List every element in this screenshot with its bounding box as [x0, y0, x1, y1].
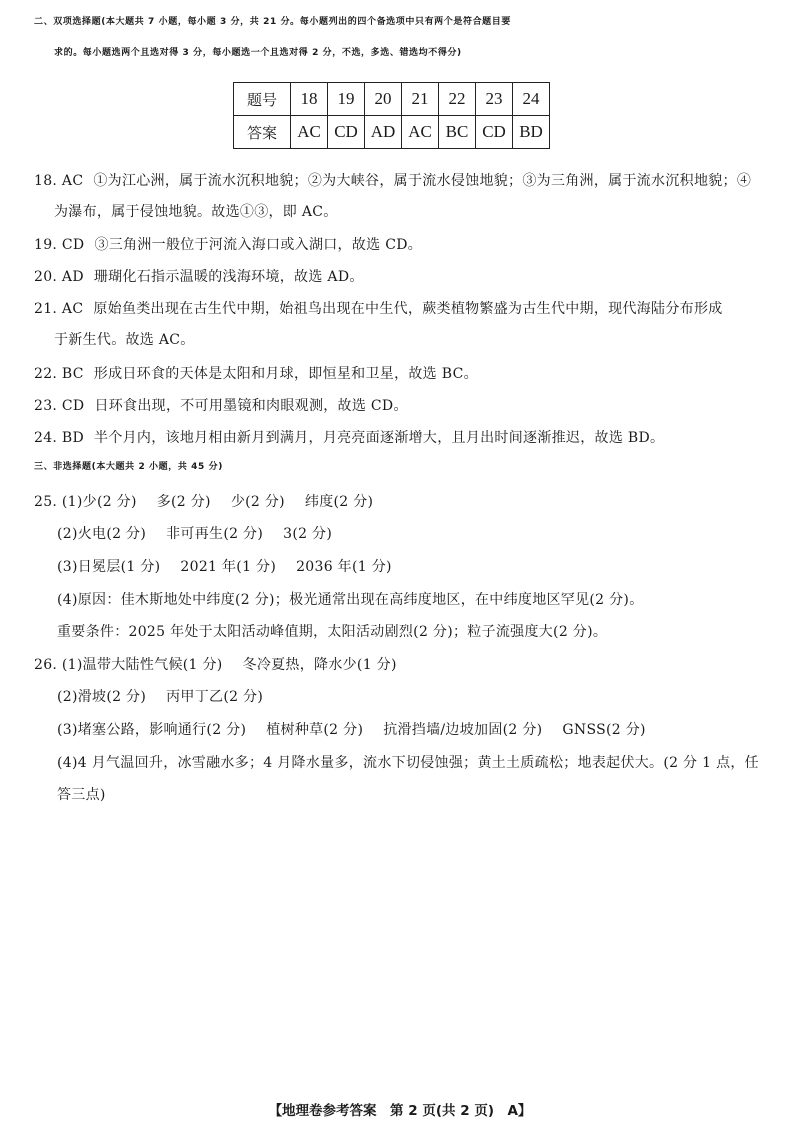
table-row-numbers	[234, 83, 550, 116]
q25-part1	[34, 491, 373, 511]
section2-heading-line2: 求的。每小题选两个且选对得 3 分，每小题选一个且选对得 2 分，不选，多选、错选均不得分)	[54, 48, 462, 58]
item-text: ①为江心洲，属于流水沉积地貌；②为大峡谷，属于流水侵蚀地貌；③为三角洲，属于流水沉积地貌；④	[93, 173, 752, 189]
table-cell-answer: CD	[476, 116, 513, 149]
item-number: 21. AC	[34, 301, 84, 317]
item-text: 日环食出现，不可用墨镜和肉眼观测，故选 CD。	[94, 398, 408, 414]
q26-part4-line2: 答三点)	[57, 787, 106, 803]
item-23	[34, 395, 408, 415]
item-number: 18. AC	[34, 173, 84, 189]
answer-fragment: (3)堵塞公路，影响通行(2 分)	[57, 722, 247, 738]
answer-fragment: 冬冷夏热，降水少(1 分)	[242, 657, 397, 673]
answer-fragment: 2036 年(1 分)	[296, 559, 392, 575]
table-cell-number: 24	[513, 83, 550, 116]
item-text: 形成日环食的天体是太阳和月球，即恒星和卫星，故选 BC。	[93, 366, 478, 382]
answer-fragment: 26. (1)温带大陆性气候(1 分)	[34, 657, 223, 673]
table-cell-answer: BC	[439, 116, 476, 149]
table-cell-answer: AC	[402, 116, 439, 149]
q26-part3	[57, 719, 646, 739]
answer-fragment: 少(2 分)	[230, 494, 285, 510]
item-text: 原始鱼类出现在古生代中期，始祖鸟出现在中生代，蕨类植物繁盛为古生代中期，现代海陆分布形成	[93, 301, 723, 317]
table-row-label: 题号	[234, 83, 291, 116]
section3-heading: 三、非选择题(本大题共 2 小题，共 45 分)	[34, 462, 223, 472]
answer-fragment: (3)日冕层(1 分)	[57, 559, 161, 575]
answer-fragment: 2021 年(1 分)	[180, 559, 277, 575]
item-19	[34, 234, 422, 254]
table-cell-number: 19	[328, 83, 365, 116]
answer-fragment: 25. (1)少(2 分)	[34, 494, 137, 510]
table-cell-number: 21	[402, 83, 439, 116]
table-cell-answer: AD	[365, 116, 402, 149]
table-cell-number: 18	[291, 83, 328, 116]
item-21	[34, 298, 723, 318]
item-20	[34, 266, 364, 286]
item-18-continued: 为瀑布，属于侵蚀地貌。故选①③，即 AC。	[54, 204, 338, 220]
item-21-continued: 于新生代。故选 AC。	[54, 332, 195, 348]
q26-part2	[57, 686, 263, 706]
answer-fragment: 3(2 分)	[283, 526, 333, 542]
item-18	[34, 170, 751, 190]
item-22	[34, 363, 478, 383]
answer-fragment: 丙甲丁乙(2 分)	[166, 689, 264, 705]
item-text: 珊瑚化石指示温暖的浅海环境，故选 AD。	[93, 269, 364, 285]
answer-fragment: 植树种草(2 分)	[266, 722, 364, 738]
item-number: 20. AD	[34, 269, 84, 285]
item-number: 23. CD	[34, 398, 85, 414]
item-text: 半个月内，该地月相由新月到满月，月亮亮面逐渐增大，且月出时间逐渐推迟，故选 BD。	[94, 430, 665, 446]
table-cell-answer: BD	[513, 116, 550, 149]
q26-part1	[34, 654, 397, 674]
answer-fragment: 非可再生(2 分)	[166, 526, 264, 542]
answer-fragment: (2)火电(2 分)	[57, 526, 147, 542]
answer-fragment: (2)滑坡(2 分)	[57, 689, 147, 705]
item-text: ③三角洲一般位于河流入海口或入湖口，故选 CD。	[94, 237, 423, 253]
table-cell-answer: CD	[328, 116, 365, 149]
table-cell-number: 23	[476, 83, 513, 116]
table-cell-answer: AC	[291, 116, 328, 149]
table-row-label: 答案	[234, 116, 291, 149]
q26-part4-line1: (4)4 月气温回升，冰雪融水多；4 月降水量多，流水下切侵蚀强；黄土土质疏松；地表起伏大。(2 分 1 点，任	[57, 755, 759, 771]
page-footer: 【地理卷参考答案 第 2 页(共 2 页) A】	[268, 1103, 532, 1119]
answer-fragment: 多(2 分)	[156, 494, 211, 510]
item-number: 19. CD	[34, 237, 85, 253]
item-24	[34, 427, 664, 447]
answer-fragment: GNSS(2 分)	[562, 722, 646, 738]
q25-part5: 重要条件：2025 年处于太阳活动峰值期，太阳活动剧烈(2 分)；粒子流强度大(2 分)。	[57, 624, 608, 640]
q25-part4: (4)原因：佳木斯地处中纬度(2 分)；极光通常出现在高纬度地区，在中纬度地区罕见(2 分)。	[57, 592, 644, 608]
table-cell-number: 20	[365, 83, 402, 116]
answer-table	[233, 82, 550, 149]
table-row-answers	[234, 116, 550, 149]
q25-part2	[57, 523, 332, 543]
item-number: 22. BC	[34, 366, 84, 382]
answer-fragment: 纬度(2 分)	[304, 494, 374, 510]
q25-part3	[57, 556, 392, 576]
table-cell-number: 22	[439, 83, 476, 116]
section2-heading-line1: 二、双项选择题(本大题共 7 小题，每小题 3 分，共 21 分。每小题列出的四个备选项中只有两个是符合题目要	[34, 17, 511, 27]
answer-fragment: 抗滑挡墙/边坡加固(2 分)	[383, 722, 543, 738]
item-number: 24. BD	[34, 430, 85, 446]
